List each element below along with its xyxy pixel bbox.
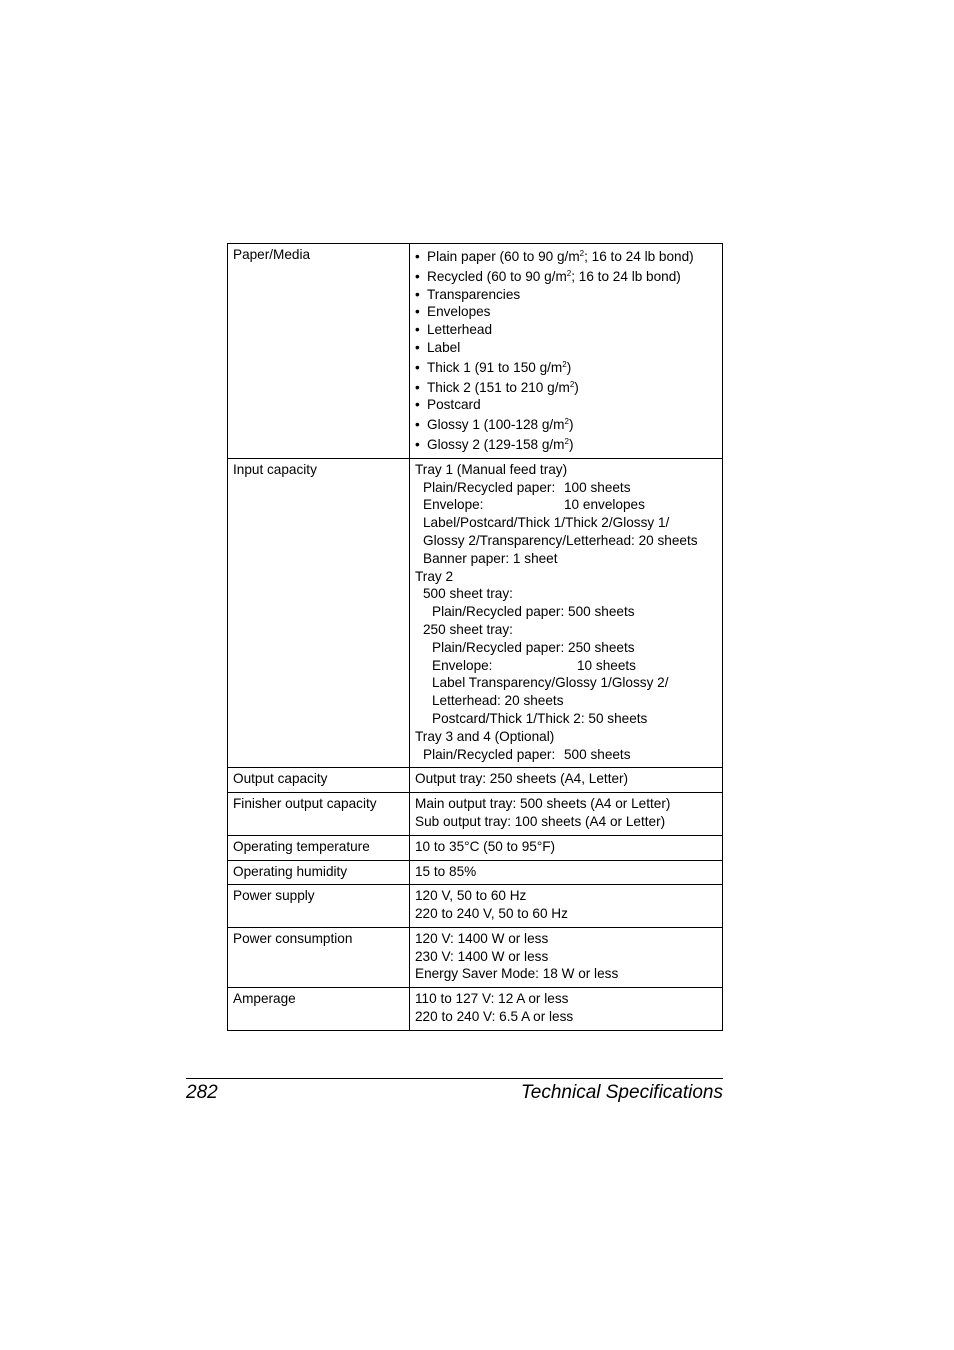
list-item: • Recycled (60 to 90 $g/m^2$; 16 to 24 lb bond) <box>415 268 681 284</box>
row-humidity <box>228 860 723 885</box>
paper-media-list <box>410 244 723 459</box>
row-input-capacity <box>228 458 723 768</box>
tray2-250-plain: Plain/Recycled paper: 250 sheets <box>432 639 635 655</box>
tray2-250-heading: 250 sheet tray: <box>423 621 513 637</box>
power-consumption-line: 120 V: 1400 W or less <box>415 930 549 946</box>
finisher-line: Main output tray: 500 sheets (A4 or Letter) <box>415 796 671 812</box>
row-power-supply <box>228 885 723 928</box>
power-consumption-line: 230 V: 1400 W or less <box>415 948 549 964</box>
amperage-line: 110 to 127 V: 12 A or less <box>415 991 569 1007</box>
tray1-plain: Plain/Recycled paper: 100 sheets <box>423 479 631 495</box>
finisher-line: Sub output tray: 100 sheets (A4 or Letter) <box>415 813 666 829</box>
list-item: • Label <box>415 339 461 355</box>
row-power-consumption <box>228 927 723 987</box>
tray34-plain: Plain/Recycled paper: 500 sheets <box>423 746 631 762</box>
value-temperature: 10 to 35°C (50 to 95°F) <box>410 835 723 860</box>
tray2-500-plain: Plain/Recycled paper: 500 sheets <box>432 604 635 620</box>
tray2-250-label-line2: Letterhead: 20 sheets <box>432 693 564 709</box>
label-temperature: Operating temperature <box>228 835 410 860</box>
value-power-consumption <box>410 927 723 987</box>
value-power-supply <box>410 885 723 928</box>
power-supply-line: 220 to 240 V, 50 to 60 Hz <box>415 906 568 922</box>
row-output-capacity <box>228 768 723 793</box>
list-item: • Letterhead <box>415 322 493 338</box>
list-item: • Thick 2 (151 to 210 $g/m^2$) <box>415 379 579 395</box>
label-humidity: Operating humidity <box>228 860 410 885</box>
list-item: • Transparencies <box>415 286 521 302</box>
label-input-capacity: Input capacity <box>228 458 410 768</box>
tray2-heading: Tray 2 <box>415 568 454 584</box>
value-amperage <box>410 988 723 1031</box>
power-supply-line: 120 V, 50 to 60 Hz <box>415 888 527 904</box>
tray1-heading: Tray 1 (Manual feed tray) <box>415 461 568 477</box>
tray2-500-heading: 500 sheet tray: <box>423 586 513 602</box>
label-finisher: Finisher output capacity <box>228 793 410 836</box>
list-item: • Thick 1 (91 to 150 $g/m^2$) <box>415 359 572 375</box>
input-capacity-details <box>410 458 723 768</box>
value-output-capacity: Output tray: 250 sheets (A4, Letter) <box>410 768 723 793</box>
value-finisher <box>410 793 723 836</box>
list-item: • Plain paper (60 to 90 $g/m^2$; 16 to 24 lb bond) <box>415 249 694 264</box>
power-consumption-line: Energy Saver Mode: 18 W or less <box>415 966 619 982</box>
tray2-250-envelope: Envelope: 10 sheets <box>432 657 636 673</box>
footer-divider <box>186 1078 723 1079</box>
list-item: • Postcard <box>415 397 481 413</box>
label-paper-media: Paper/Media <box>228 244 410 459</box>
label-amperage: Amperage <box>228 988 410 1031</box>
row-amperage <box>228 988 723 1031</box>
tray1-label-line1: Label/Postcard/Thick 1/Thick 2/Glossy 1/ <box>423 515 670 531</box>
tray34-heading: Tray 3 and 4 (Optional) <box>415 728 555 744</box>
label-output-capacity: Output capacity <box>228 768 410 793</box>
list-item: • Glossy 2 (129-158 $g/m^2$) <box>415 436 574 452</box>
amperage-line: 220 to 240 V: 6.5 A or less <box>415 1009 574 1025</box>
list-item: • Envelopes <box>415 304 491 320</box>
label-power-supply: Power supply <box>228 885 410 928</box>
label-power-consumption: Power consumption <box>228 927 410 987</box>
footer-title: Technical Specifications <box>520 1082 723 1103</box>
tray2-250-label-line1: Label Transparency/Glossy 1/Glossy 2/ <box>432 675 669 691</box>
row-temperature <box>228 835 723 860</box>
value-humidity: 15 to 85% <box>410 860 723 885</box>
tray1-label-line2: Glossy 2/Transparency/Letterhead: 20 sheets <box>423 532 698 548</box>
list-item: • Glossy 1 (100-128 $g/m^2$) <box>415 417 574 433</box>
page-number: 282 <box>186 1082 218 1103</box>
tray1-envelope: Envelope: 10 envelopes <box>423 497 645 513</box>
row-paper-media <box>228 244 723 459</box>
row-finisher <box>228 793 723 836</box>
tray1-banner: Banner paper: 1 sheet <box>423 550 558 566</box>
spec-table <box>227 243 723 1031</box>
tray2-250-postcard: Postcard/Thick 1/Thick 2: 50 sheets <box>432 710 648 726</box>
